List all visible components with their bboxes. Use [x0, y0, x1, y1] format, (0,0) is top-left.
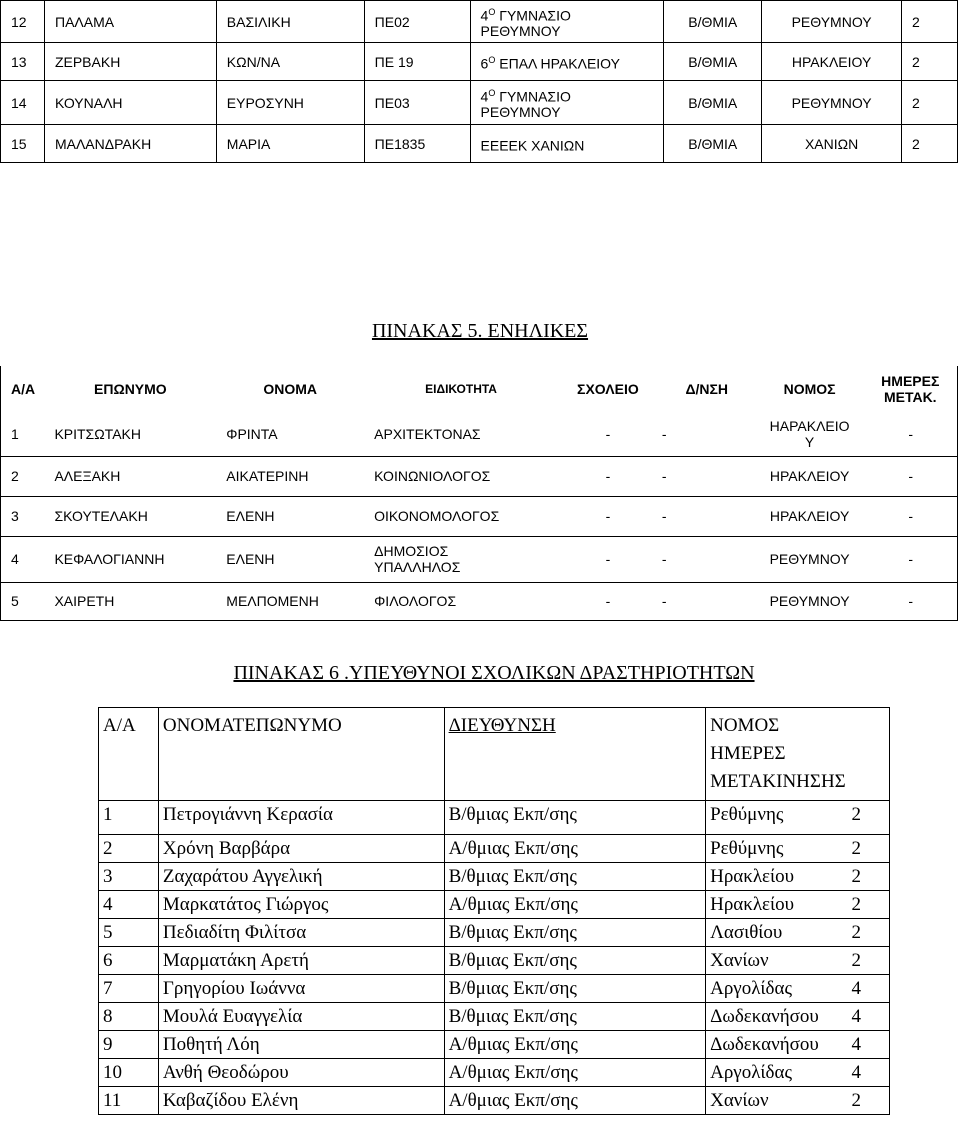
specialty-line1: ΦΙΛΟΛΟΓΟΣ — [374, 593, 457, 609]
table-row — [99, 801, 890, 835]
days: 4 — [851, 1006, 861, 1027]
row-number: 7 — [99, 975, 159, 1003]
table-row — [1, 412, 958, 456]
row-number: 3 — [1, 496, 45, 536]
header-dir: Δ/ΝΣΗ — [685, 381, 729, 397]
full-name: Μαρκατάτος Γιώργος — [158, 891, 444, 919]
table-row — [1, 1, 958, 43]
row-number: 4 — [1, 536, 45, 582]
days: - — [864, 582, 958, 620]
county: ΧΑΝΙΩΝ — [762, 125, 902, 163]
directorate: Β/θμιας Εκπ/σης — [444, 947, 706, 975]
county: Αργολίδας — [710, 1062, 792, 1083]
row-number: 9 — [99, 1031, 159, 1059]
days: 2 — [851, 922, 861, 943]
table-row — [1, 43, 958, 81]
days: 2 — [851, 1090, 861, 1111]
table6-title: ΠΙΝΑΚΑΣ 6 .ΥΠΕΥΘΥΝΟΙ ΣΧΟΛΙΚΩΝ ΔΡΑΣΤΗΡΙΟΤΗΤΩΝ — [233, 662, 755, 684]
full-name: Πεδιαδίτη Φιλίτσα — [158, 919, 444, 947]
header-no: Α/Α — [1, 366, 45, 412]
specialty — [364, 456, 558, 496]
days: 2 — [851, 950, 861, 971]
header-no: Α/Α — [99, 708, 159, 801]
county-line1: ΡΕΘΥΜΝΟΥ — [769, 593, 850, 609]
school-name: ΓΥΜΝΑΣΙΟ — [499, 88, 571, 105]
row-number: 4 — [99, 891, 159, 919]
table-row — [1, 125, 958, 163]
full-name: Μαρματάκη Αρετή — [158, 947, 444, 975]
county: ΗΡΑΚΛΕΙΟΥ — [762, 43, 902, 81]
school-line1 — [481, 4, 664, 24]
county: ΡΕΘΥΜΝΟΥ — [762, 1, 902, 43]
school-number: 6 — [480, 55, 489, 72]
county-line1: ΗΡΑΚΛΕΙΟΥ — [769, 468, 850, 484]
row-number: 12 — [1, 1, 45, 43]
full-name: Ανθή Θεοδώρου — [158, 1059, 444, 1087]
school — [470, 1, 664, 43]
directorate: Α/θμιας Εκπ/σης — [444, 1059, 706, 1087]
specialty: ΠΕ1835 — [364, 125, 470, 163]
directorate: - — [658, 536, 756, 582]
full-name: Γρηγορίου Ιωάννα — [158, 975, 444, 1003]
row-number: 6 — [99, 947, 159, 975]
directorate: Β/ΘΜΙΑ — [664, 81, 762, 125]
table-row — [1, 536, 958, 582]
school: - — [558, 456, 658, 496]
table-row — [99, 1031, 890, 1059]
header-county-days — [706, 708, 890, 801]
surname: ΜΑΛΑΝΔΡΑΚΗ — [44, 125, 216, 163]
days: 2 — [851, 838, 861, 859]
header-fullname: ΟΝΟΜΑΤΕΠΩΝΥΜΟ — [158, 708, 444, 801]
school-number: 4 — [480, 7, 489, 24]
specialty-line1: ΚΟΙΝΩΝΙΟΛΟΓΟΣ — [374, 468, 491, 484]
header-county: ΝΟΜΟΣ — [710, 715, 780, 736]
days: 2 — [851, 866, 861, 887]
county-days — [706, 801, 890, 835]
row-number: 5 — [99, 919, 159, 947]
county — [756, 496, 864, 536]
days: 2 — [902, 1, 958, 43]
specialty-line1: ΟΙΚΟΝΟΜΟΛΟΓΟΣ — [374, 508, 500, 524]
county — [756, 582, 864, 620]
county-line1: ΗΡΑΚΛΕΙΟΥ — [769, 508, 850, 524]
days: - — [864, 412, 958, 456]
table-row — [99, 863, 890, 891]
table5-header-row — [1, 366, 958, 412]
days: - — [864, 456, 958, 496]
specialty: ΠΕ03 — [364, 81, 470, 125]
table-row — [1, 81, 958, 125]
first-name: ΜΕΛΠΟΜΕΝΗ — [216, 582, 364, 620]
row-number: 1 — [1, 412, 45, 456]
school-line2: ΡΕΘΥΜΝΟΥ — [480, 23, 561, 40]
header-spec: ΕΙΔΙΚΟΤΗΤΑ — [425, 382, 497, 396]
directorate: - — [658, 412, 756, 456]
school-line2: ΡΕΘΥΜΝΟΥ — [480, 104, 561, 121]
days: 2 — [902, 81, 958, 125]
directorate: Β/θμιας Εκπ/σης — [444, 1003, 706, 1031]
school-name: ΓΥΜΝΑΣΙΟ — [499, 7, 571, 24]
directorate: Β/θμιας Εκπ/σης — [444, 863, 706, 891]
header-days-line1: ΗΜΕΡΕΣ — [881, 373, 940, 389]
days: 2 — [902, 125, 958, 163]
table-continuation — [0, 0, 958, 163]
first-name: ΑΙΚΑΤΕΡΙΝΗ — [216, 456, 364, 496]
county-line2: Υ — [804, 433, 815, 450]
days: 4 — [851, 1062, 861, 1083]
table-row — [99, 835, 890, 863]
county: Ηρακλείου — [710, 866, 795, 887]
specialty — [364, 536, 558, 582]
table-row — [99, 1059, 890, 1087]
county — [756, 412, 864, 456]
school-name: ΕΕΕΕΚ ΧΑΝΙΩΝ — [480, 137, 585, 154]
county: Ηρακλείου — [710, 894, 795, 915]
county: Δωδεκανήσου — [710, 1006, 819, 1027]
first-name: ΚΩΝ/ΝΑ — [216, 43, 364, 81]
header-days-line2: ΜΕΤΑΚΙΝΗΣΗΣ — [710, 771, 846, 792]
table-row — [1, 582, 958, 620]
directorate: Α/θμιας Εκπ/σης — [444, 1087, 706, 1115]
specialty: ΠΕ02 — [364, 1, 470, 43]
days: 4 — [851, 978, 861, 999]
table-row — [1, 496, 958, 536]
surname: ΠΑΛΑΜΑ — [44, 1, 216, 43]
directorate: Β/θμιας Εκπ/σης — [444, 919, 706, 947]
county — [756, 536, 864, 582]
directorate: Β/ΘΜΙΑ — [664, 125, 762, 163]
table-row — [99, 1003, 890, 1031]
county-days — [706, 1059, 890, 1087]
specialty-line1: ΔΗΜΟΣΙΟΣ — [374, 543, 449, 559]
table-row — [99, 891, 890, 919]
days: 2 — [851, 804, 861, 825]
county: Ρεθύμνης — [710, 804, 784, 825]
county: Ρεθύμνης — [710, 838, 784, 859]
first-name: ΦΡΙΝΤΑ — [216, 412, 364, 456]
directorate: Β/θμιας Εκπ/σης — [444, 975, 706, 1003]
school-ordinal: Ο — [488, 87, 496, 98]
days: 2 — [851, 894, 861, 915]
county: Χανίων — [710, 1090, 769, 1111]
school: - — [558, 412, 658, 456]
directorate: - — [658, 456, 756, 496]
county-days — [706, 1087, 890, 1115]
row-number: 15 — [1, 125, 45, 163]
county-days — [706, 947, 890, 975]
county-line1: ΡΕΘΥΜΝΟΥ — [769, 551, 850, 567]
first-name: ΒΑΣΙΛΙΚΗ — [216, 1, 364, 43]
header-days-line2: ΜΕΤΑΚ. — [883, 389, 937, 405]
county-days — [706, 1031, 890, 1059]
row-number: 1 — [99, 801, 159, 835]
first-name: ΕΥΡΟΣΥΝΗ — [216, 81, 364, 125]
table-row — [1, 456, 958, 496]
days: - — [864, 536, 958, 582]
county-days — [706, 975, 890, 1003]
directorate: Β/θμιας Εκπ/σης — [444, 801, 706, 835]
table-row — [99, 919, 890, 947]
row-number: 13 — [1, 43, 45, 81]
school: - — [558, 536, 658, 582]
surname: ΚΕΦΑΛΟΓΙΑΝΝΗ — [44, 536, 216, 582]
header-school: ΣΧΟΛΕΙΟ — [577, 381, 639, 397]
county: Λασιθίου — [710, 922, 783, 943]
row-number: 2 — [1, 456, 45, 496]
directorate: - — [658, 582, 756, 620]
full-name: Καβαζίδου Ελένη — [158, 1087, 444, 1115]
header-days-line1: ΗΜΕΡΕΣ — [710, 743, 786, 764]
header-surname: ΕΠΩΝΥΜΟ — [94, 381, 167, 397]
full-name: Μουλά Ευαγγελία — [158, 1003, 444, 1031]
specialty: ΠΕ 19 — [364, 43, 470, 81]
table6-activities — [98, 707, 890, 1115]
specialty-line2: ΥΠΑΛΛΗΛΟΣ — [374, 559, 461, 575]
school — [470, 125, 664, 163]
header-name: ΟΝΟΜΑ — [263, 381, 318, 397]
school-ordinal: Ο — [488, 6, 496, 17]
school: - — [558, 496, 658, 536]
county-days — [706, 835, 890, 863]
county: ΡΕΘΥΜΝΟΥ — [762, 81, 902, 125]
row-number: 5 — [1, 582, 45, 620]
table6-header-row — [99, 708, 890, 801]
header-dir: ΔΙΕΥΘΥΝΣΗ — [444, 708, 706, 801]
surname: ΑΛΕΞΑΚΗ — [44, 456, 216, 496]
surname: ΚΡΙΤΣΩΤΑΚΗ — [44, 412, 216, 456]
table-row — [99, 1087, 890, 1115]
county: Αργολίδας — [710, 978, 792, 999]
county — [756, 456, 864, 496]
surname: ΣΚΟΥΤΕΛΑΚΗ — [44, 496, 216, 536]
surname: ΧΑΙΡΕΤΗ — [44, 582, 216, 620]
row-number: 10 — [99, 1059, 159, 1087]
school-number: 4 — [480, 88, 489, 105]
specialty-line1: ΑΡΧΙΤΕΚΤΟΝΑΣ — [374, 425, 481, 442]
full-name: Ζαχαράτου Αγγελική — [158, 863, 444, 891]
surname: ΚΟΥΝΑΛΗ — [44, 81, 216, 125]
header-county: ΝΟΜΟΣ — [783, 381, 836, 397]
school — [470, 43, 664, 81]
table5-adults — [0, 366, 958, 621]
row-number: 11 — [99, 1087, 159, 1115]
school-line1 — [481, 52, 664, 72]
first-name: ΕΛΕΝΗ — [216, 536, 364, 582]
county-days — [706, 919, 890, 947]
school — [470, 81, 664, 125]
county: Δωδεκανήσου — [710, 1034, 819, 1055]
county-days — [706, 1003, 890, 1031]
school-name: ΕΠΑΛ ΗΡΑΚΛΕΙΟΥ — [499, 55, 620, 72]
school-ordinal: Ο — [488, 54, 496, 65]
county-line1: ΗΑΡΑΚΛΕΙΟ — [769, 417, 850, 434]
specialty — [364, 412, 558, 456]
first-name: ΕΛΕΝΗ — [216, 496, 364, 536]
row-number: 8 — [99, 1003, 159, 1031]
row-number: 14 — [1, 81, 45, 125]
school-line1 — [481, 85, 664, 105]
header-days — [864, 366, 958, 412]
full-name: Χρόνη Βαρβάρα — [158, 835, 444, 863]
directorate: - — [658, 496, 756, 536]
days: 4 — [851, 1034, 861, 1055]
county-days — [706, 891, 890, 919]
table-row — [99, 975, 890, 1003]
row-number: 2 — [99, 835, 159, 863]
directorate: Β/ΘΜΙΑ — [664, 43, 762, 81]
specialty — [364, 496, 558, 536]
directorate: Α/θμιας Εκπ/σης — [444, 835, 706, 863]
school-line1 — [481, 134, 664, 154]
county-days — [706, 863, 890, 891]
county: Χανίων — [710, 950, 769, 971]
table5-title: ΠΙΝΑΚΑΣ 5. ΕΝΗΛΙΚΕΣ — [371, 320, 589, 342]
days: - — [864, 496, 958, 536]
row-number: 3 — [99, 863, 159, 891]
days: 2 — [902, 43, 958, 81]
full-name: Ποθητή Λόη — [158, 1031, 444, 1059]
directorate: Α/θμιας Εκπ/σης — [444, 1031, 706, 1059]
first-name: ΜΑΡΙΑ — [216, 125, 364, 163]
specialty — [364, 582, 558, 620]
school: - — [558, 582, 658, 620]
directorate: Β/ΘΜΙΑ — [664, 1, 762, 43]
table-row — [99, 947, 890, 975]
full-name: Πετρογιάννη Κερασία — [158, 801, 444, 835]
surname: ΖΕΡΒΑΚΗ — [44, 43, 216, 81]
directorate: Α/θμιας Εκπ/σης — [444, 891, 706, 919]
